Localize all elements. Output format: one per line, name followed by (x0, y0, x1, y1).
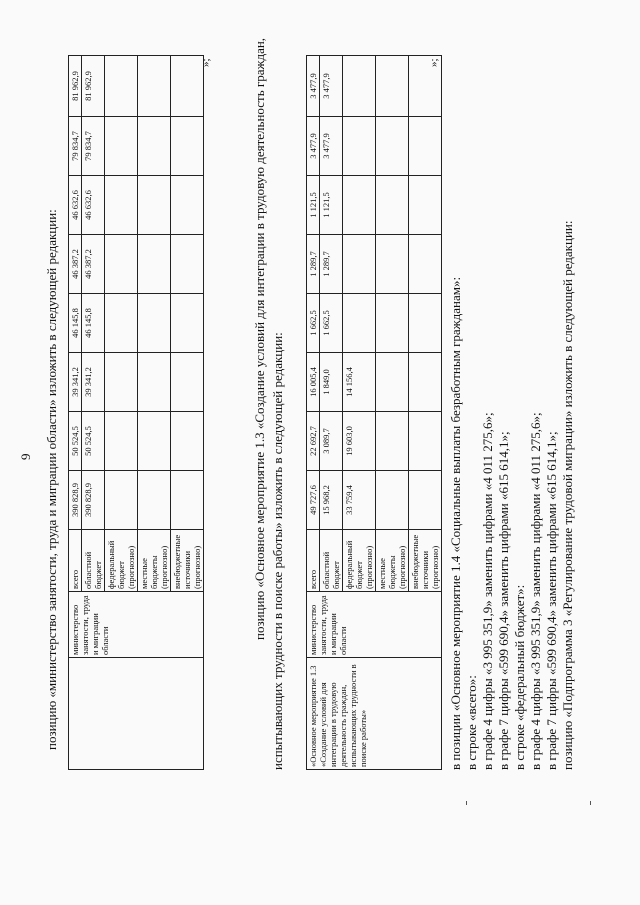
value-cell: 81 962,9 (69, 56, 82, 117)
value-cell: 15 968,2 (320, 471, 343, 530)
instruction-line: в строке «федеральный бюджет»: (512, 584, 527, 770)
value-cell (171, 412, 204, 471)
funding-source-cell: федеральный бюджет (прогнозно) (105, 530, 138, 592)
value-cell: 16 005,4 (307, 353, 320, 412)
value-cell: 19 603,0 (343, 412, 376, 471)
value-cell: 81 962,9 (82, 56, 105, 117)
value-cell (105, 235, 138, 294)
value-cell (409, 412, 442, 471)
table-row (307, 56, 320, 770)
funding-source-cell: федеральный бюджет (прогнозно) (343, 530, 376, 592)
value-cell: 46 387,2 (69, 235, 82, 294)
value-cell (343, 294, 376, 353)
value-cell (343, 117, 376, 176)
value-cell (376, 117, 409, 176)
value-cell: 39 341,2 (82, 353, 105, 412)
table2-closing: »; (428, 58, 440, 67)
value-cell: 50 524,5 (82, 412, 105, 471)
value-cell (105, 471, 138, 530)
value-cell (105, 56, 138, 117)
para2-line1: позицию «Основное мероприятие 1.3 «Создание условий для интеграции в трудовую деятельность граждан, (252, 37, 267, 640)
value-cell (409, 353, 442, 412)
funding-source-cell: областной бюджет (82, 530, 105, 592)
instruction-line: в строке «всего»: (464, 675, 479, 770)
value-cell: 1 289,7 (307, 235, 320, 294)
instruction-line: в графе 4 цифры «3 995 351,9» заменить цифрами «4 011 275,6»; (480, 412, 495, 770)
value-cell (138, 294, 171, 353)
value-cell: 3 477,9 (320, 117, 343, 176)
funding-source-cell: местные бюджеты (прогнозно) (138, 530, 171, 592)
value-cell: 3 477,9 (307, 56, 320, 117)
value-cell: 390 828,9 (69, 471, 82, 530)
value-cell (138, 56, 171, 117)
margin-mark (466, 801, 467, 805)
funding-source-cell: местные бюджеты (прогнозно) (376, 530, 409, 592)
funding-source-cell: всего (69, 530, 82, 592)
table-row (69, 56, 82, 770)
value-cell (409, 294, 442, 353)
value-cell (105, 176, 138, 235)
value-cell (138, 176, 171, 235)
budget-table-measure-1-3 (306, 55, 442, 770)
value-cell: 22 692,7 (307, 412, 320, 471)
value-cell (171, 471, 204, 530)
value-cell (376, 353, 409, 412)
value-cell (376, 471, 409, 530)
margin-mark (590, 801, 591, 805)
value-cell (138, 471, 171, 530)
para2-line2: испытывающих трудности в поиске работы» изложить в следующей редакции: (270, 332, 285, 770)
value-cell: 1 289,7 (320, 235, 343, 294)
value-cell (105, 353, 138, 412)
value-cell: 46 632,6 (82, 176, 105, 235)
value-cell (376, 412, 409, 471)
funding-source-cell: областной бюджет (320, 530, 343, 592)
value-cell: 79 834,7 (69, 117, 82, 176)
value-cell (171, 294, 204, 353)
value-cell: 14 156,4 (343, 353, 376, 412)
executor-cell: министерство занятости, труда и миграции области (69, 592, 204, 658)
value-cell (409, 176, 442, 235)
value-cell (171, 176, 204, 235)
value-cell: 46 632,6 (69, 176, 82, 235)
value-cell: 46 387,2 (82, 235, 105, 294)
value-cell (171, 235, 204, 294)
value-cell: 46 145,8 (69, 294, 82, 353)
value-cell (409, 117, 442, 176)
instruction-line: в графе 7 цифры «599 690,4» заменить цифрами «615 614,1»; (544, 431, 559, 770)
page-number: 9 (18, 453, 33, 460)
value-cell (376, 176, 409, 235)
value-cell (105, 117, 138, 176)
instruction-line: в графе 4 цифры «3 995 351,9» заменить цифрами «4 011 275,6»; (528, 412, 543, 770)
value-cell (343, 235, 376, 294)
value-cell (171, 353, 204, 412)
value-cell (409, 235, 442, 294)
executor-cell: министерство занятости, труда и миграции области (307, 592, 442, 658)
value-cell (171, 117, 204, 176)
instructions-block (448, 221, 576, 770)
instruction-line: в графе 7 цифры «599 690,4» заменить цифрами «615 614,1»; (496, 431, 511, 770)
value-cell: 3 477,9 (320, 56, 343, 117)
value-cell (138, 235, 171, 294)
value-cell (138, 117, 171, 176)
intro-line: позицию «министерство занятости, труда и миграции области» изложить в следующей редакции: (44, 209, 59, 750)
funding-source-cell: внебюджетные источники (прогнозно) (171, 530, 204, 592)
value-cell: 49 727,6 (307, 471, 320, 530)
value-cell (343, 56, 376, 117)
value-cell (409, 471, 442, 530)
value-cell: 1 662,5 (320, 294, 343, 353)
value-cell: 390 828,9 (82, 471, 105, 530)
value-cell (376, 56, 409, 117)
value-cell: 39 341,2 (69, 353, 82, 412)
value-cell (105, 294, 138, 353)
measure-name-cell: «Основное мероприятие 1.3 «Создание условий для интеграции в трудовую деятельность граждан, испытывающих трудности в поиске работы» (307, 658, 442, 770)
value-cell (105, 412, 138, 471)
value-cell: 1 849,0 (320, 353, 343, 412)
value-cell: 33 759,4 (343, 471, 376, 530)
value-cell (343, 176, 376, 235)
value-cell (376, 235, 409, 294)
value-cell: 3 477,9 (307, 117, 320, 176)
value-cell: 79 834,7 (82, 117, 105, 176)
value-cell: 50 524,5 (69, 412, 82, 471)
value-cell: 1 121,5 (320, 176, 343, 235)
value-cell: 1 662,5 (307, 294, 320, 353)
instruction-line: в позиции «Основное мероприятие 1.4 «Социальные выплаты безработным гражданам»: (448, 276, 463, 770)
table1-closing: »; (200, 58, 212, 67)
funding-source-cell: внебюджетные источники (прогнозно) (409, 530, 442, 592)
value-cell: 1 121,5 (307, 176, 320, 235)
instruction-line: позицию «Подпрограмма 3 «Регулирование трудовой миграции» изложить в следующей редакции: (560, 220, 575, 770)
value-cell (138, 353, 171, 412)
value-cell: 3 089,7 (320, 412, 343, 471)
budget-table-ministry (68, 55, 204, 770)
value-cell (171, 56, 204, 117)
value-cell (376, 294, 409, 353)
funding-source-cell: всего (307, 530, 320, 592)
value-cell: 46 145,8 (82, 294, 105, 353)
measure-name-cell (69, 658, 204, 770)
value-cell (138, 412, 171, 471)
